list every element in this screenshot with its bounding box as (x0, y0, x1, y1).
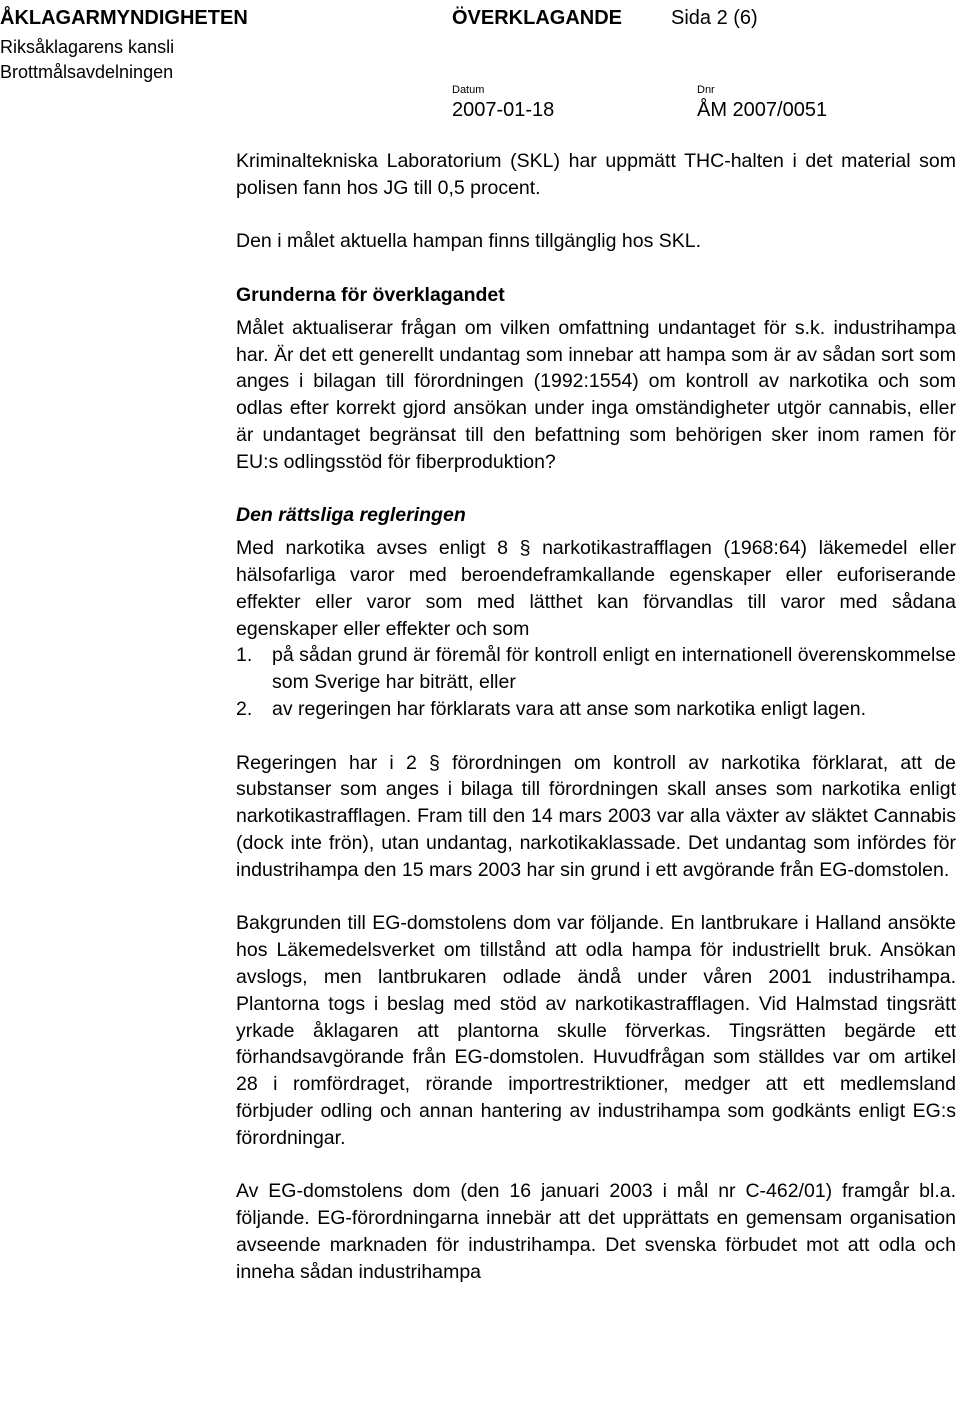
paragraph-question: Målet aktualiserar frågan om vilken omfattning undantaget för s.k. industrihampa har. Är det ett generellt undantag som innebar att hampa som är av sådan sort som anges i bilagan till förordningen (1992:1554) om kontroll av narkotika och som odlas efter korrekt gjord ansökan under inga omständigheter utgör cannabis, eller är undantaget begränsat till den befattning som behörigen sker inom ramen för EU:s odlingsstöd för fiberproduktion? (236, 316, 956, 473)
document-body (236, 148, 956, 1285)
division-name: Brottmålsavdelningen (0, 62, 174, 82)
paragraph-narcotics-definition: Med narkotika avses enligt 8 § narkotikastrafflagen (1968:64) läkemedel eller hälsofarliga varor med beroendeframkallande egenskaper eller euforiserande effekter eller varor som med lätthet kan förvandlas till varor med sådana egenskaper eller effekter och som (236, 537, 956, 640)
paragraph-government-regulation: Regeringen har i 2 § förordningen om kontroll av narkotika förklarat, att de substanser som anges i bilaga till förordningen skall anses som narkotika enligt narkotikastrafflagen. Fram till den 14 mars 2003 var alla växter av släktet Cannabis (dock inte frön), utan undantag, narkotikaklassade. Det undantag som infördes för industrihampa den 15 mars 2003 har sin grund i ett avgörande från EG-domstolen. (236, 751, 956, 881)
document-date: 2007-01-18 (452, 99, 555, 121)
paragraph-skl-measurement: Kriminaltekniska Laboratorium (SKL) har uppmätt THC-halten i det material som polisen fann hos JG till 0,5 procent. (236, 150, 956, 199)
page-number: Sida 2 (6) (671, 7, 758, 29)
document-type: ÖVERKLAGANDE (452, 7, 623, 29)
department-name: Riksåklagarens kansli (0, 37, 175, 57)
list-item (236, 696, 956, 723)
paragraph-background: Bakgrunden till EG-domstolens dom var följande. En lantbrukare i Halland ansökte hos Läkemedelsverket om tillstånd att odla hampa för industriellt bruk. Ansökan avslogs, men lantbrukaren odlade ändå under våren 2001 industrihampa. Plantorna togs i beslag med stöd av narkotikastrafflagen. Vid Halmstad tingsrätt yrkade åklagaren att plantorna skulle förverkas. Tingsrätten begärde ett förhandsavgörande från EG-domstolen. Huvudfrågan som ställdes var om artikel 28 i romfördraget, rörande importrestriktioner, medger att ett medlemsland förbjuder odling och annan hantering av industrihampa som godkänts enligt EG:s förordningar. (236, 912, 956, 1149)
dnr-label: Dnr (697, 84, 715, 96)
document-number: ÅM 2007/0051 (697, 99, 828, 121)
list-item-number: 1. (236, 644, 253, 667)
date-label: Datum (452, 84, 485, 96)
organization-name: ÅKLAGARMYNDIGHETEN (0, 7, 248, 29)
paragraph-ec-court-judgment: Av EG-domstolens dom (den 16 januari 2003 i mål nr C-462/01) framgår bl.a. följande. EG-förordningarna innebär att det upprättats en gemensam organisation avseende marknaden för industrihampa. Det svenska förbudet mot att odla och inneha sådan industrihampa (236, 1180, 956, 1283)
list-item (236, 642, 956, 696)
paragraph-hemp-availability: Den i målet aktuella hampan finns tillgänglig hos SKL. (236, 230, 702, 253)
heading-grounds: Grunderna för överklagandet (236, 283, 505, 306)
list-item-text: av regeringen har förklarats vara att anse som narkotika enligt lagen. (272, 697, 866, 720)
heading-legal-regulation: Den rättsliga regleringen (236, 504, 466, 527)
list-item-number: 2. (236, 697, 253, 720)
list-item-text: på sådan grund är föremål för kontroll enligt en internationell överenskommelse som Sverige har biträtt, eller (272, 644, 956, 694)
